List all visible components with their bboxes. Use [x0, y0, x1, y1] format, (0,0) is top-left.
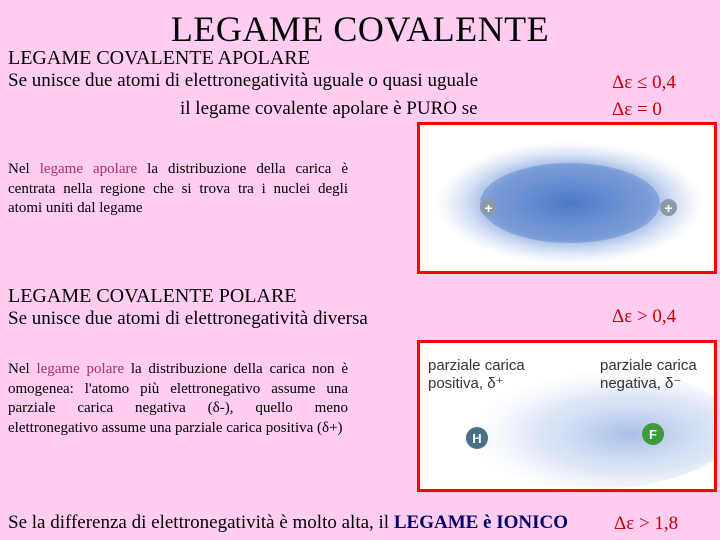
polar-definition: Se unisce due atomi di elettronegatività diversa	[8, 308, 368, 329]
apolar-explanation	[8, 160, 348, 219]
polar-text-pre: Nel	[8, 361, 37, 377]
right-nucleus-icon: +	[660, 199, 677, 216]
apolar-definition: Se unisce due atomi di elettronegatività uguale o quasi uguale	[8, 70, 479, 91]
partial-positive-line1: parziale carica	[428, 357, 525, 374]
electron-cloud-symmetric	[420, 125, 714, 271]
apolar-formula-limit: Δε ≤ 0,4	[612, 72, 676, 93]
apolar-heading: LEGAME COVALENTE APOLARE	[8, 47, 310, 69]
polar-heading: LEGAME COVALENTE POLARE	[8, 285, 297, 307]
ionic-emphasis: LEGAME è IONICO	[393, 512, 569, 533]
polar-text-post: la distribuzione della carica non è omogenea: l'atomo più elettronegativo assume una parziale carica negativa (δ-), quello meno elettronegativo assume una parziale carica positiva (δ+)	[8, 361, 348, 436]
partial-positive-label	[428, 357, 525, 393]
page-title: LEGAME COVALENTE	[170, 9, 550, 49]
polar-formula: Δε > 0,4	[612, 306, 677, 327]
partial-negative-line1: parziale carica	[600, 357, 697, 374]
ionic-statement	[8, 512, 568, 534]
apolar-bond-figure	[417, 122, 717, 274]
ionic-formula: Δε > 1,8	[614, 513, 679, 534]
hydrogen-atom-icon: H	[466, 427, 488, 449]
partial-negative-label	[600, 357, 697, 393]
apolar-term: legame apolare	[39, 161, 138, 177]
apolar-pure-condition: il legame covalente apolare è PURO se	[180, 98, 478, 119]
partial-negative-line2: negativa, δ⁻	[600, 375, 682, 392]
polar-bond-figure	[417, 340, 717, 492]
partial-positive-line2: positiva, δ⁺	[428, 375, 504, 392]
apolar-formula-pure: Δε = 0	[612, 99, 662, 120]
left-nucleus-icon: +	[480, 199, 497, 216]
apolar-text-post: la distribuzione della carica è centrata nella regione che si trova tra i nuclei degli atomi uniti dal legame	[8, 161, 348, 216]
polar-term: legame polare	[36, 361, 125, 377]
ionic-text: Se la differenza di elettronegatività è molto alta, il	[8, 512, 394, 533]
apolar-text-pre: Nel	[8, 161, 40, 177]
polar-explanation	[8, 360, 348, 438]
fluorine-atom-icon: F	[642, 423, 664, 445]
